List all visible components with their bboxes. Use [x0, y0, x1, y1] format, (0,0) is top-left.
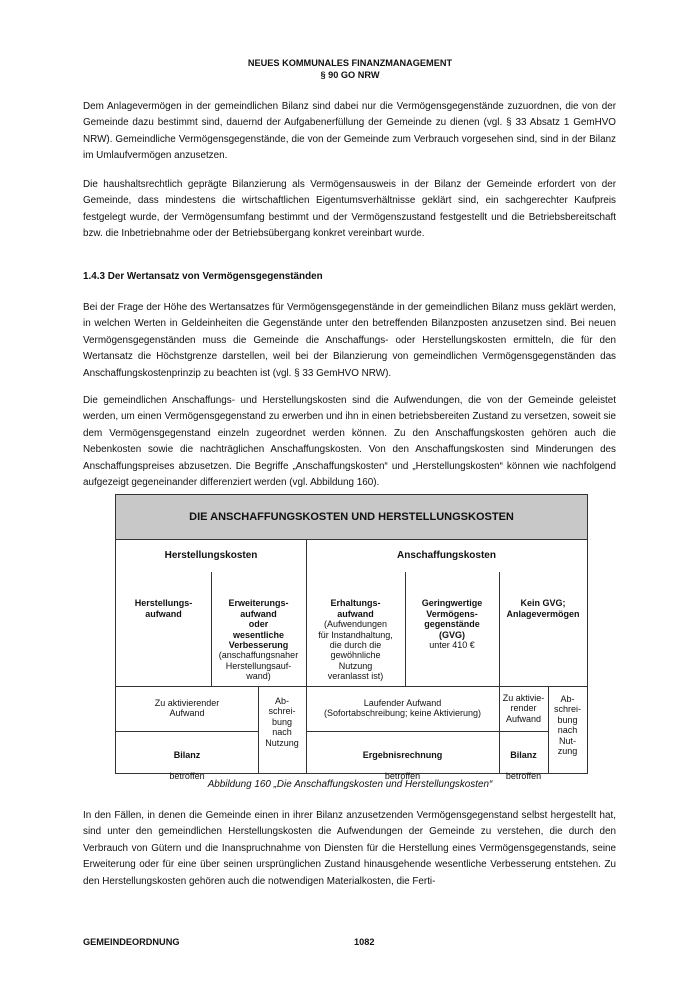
- paragraph-5: In den Fällen, in denen die Gemeinde einen in ihrer Bilanz anzusetzenden Vermögensgegenstand selbst hergestellt hat, sind unter den gemeindlichen Herstellungskosten die Aufwendungen der Gemeinde zu verstehen, die durch den Verbrauch von Gütern und die Inanspruchnahme von Diensten für die Herstellung eines Vermögensgegenstands, seine Erweiterung oder für eine über seinen ursprünglichen Zustand hinausgehende wesentliche Verbesserung entstehen. Zu den Herstellungskosten gehören auch die notwendigen Materialkosten, die Ferti-: [83, 810, 616, 887]
- header-title: NEUES KOMMUNALES FINANZMANAGEMENT: [247, 58, 453, 68]
- ergebnis-note: betroffen: [384, 771, 421, 782]
- zu-aktivierender-aufwand: Zu aktivierender Aufwand: [154, 698, 220, 719]
- section-heading: 1.4.3 Der Wertansatz von Vermögensgegenständen: [83, 271, 323, 282]
- cost-table-figure: [115, 494, 588, 782]
- abschreibung-nach-nutzung-1: Ab- schrei- bung nach Nutzung: [265, 696, 299, 748]
- bilanz-note-1: betroffen: [169, 771, 205, 782]
- col-herstellungsaufwand-title: Herstellungs- aufwand: [134, 598, 193, 619]
- col-erhaltungsaufwand: [306, 588, 405, 682]
- col-erweiterungsaufwand-note: (anschaffungsnaher Herstellungsauf- wand): [218, 650, 299, 682]
- zu-aktivierender-aufwand-2: Zu aktivie- render Aufwand: [502, 693, 545, 724]
- paragraph-4: Die gemeindlichen Anschaffungs- und Herstellungskosten sind die Aufwendungen, die von der Gemeinde geleistet werden, um einen Vermögensgegenstand zu erwerben und ihn in einen betriebsbereiten Zustand zu versetzen, soweit sie dem Vermögensgegenstand einzeln zugeordnet werden können. Zu den Anschaffungskosten gehören auch die Nebenkosten sowie die nachträglichen Anschaffungskosten. Von den Anschaffungskosten sind Minderungen des Anschaffungspreises abzusetzen. Die Begriffe „Anschaffungskosten“ und „Herstellungskosten“ können wie nachfolgend aufgezeigt gegeneinander differenziert werden (vgl. Abbildung 160).: [83, 395, 616, 489]
- footer-title: GEMEINDEORDNUNG: [83, 937, 180, 947]
- table-title: DIE ANSCHAFFUNGSKOSTEN UND HERSTELLUNGSKOSTEN: [116, 495, 587, 539]
- paragraph-1: Dem Anlagevermögen in der gemeindlichen Bilanz sind dabei nur die Vermögensgegenstände zuzuordnen, die von der Gemeinde dazu bestimmt sind, dauernd der Aufgabenerfüllung der Gemeinde zu dienen (vgl. § 33 Absatz 1 GemHVO NRW). Gemeindliche Vermögensgegenstände, die von der Gemeinde zum Verbrauch vorgesehen sind, sind in der Bilanz im Umlaufvermögen anzusetzen.: [83, 101, 616, 162]
- laufender-aufwand: Laufender Aufwand (Sofortabschreibung; keine Aktivierung): [323, 698, 482, 719]
- page-header: [0, 57, 700, 81]
- col-gvg-note: unter 410 €: [429, 640, 475, 651]
- bilanz-note-2: betroffen: [505, 771, 542, 782]
- col-erhaltungsaufwand-note: (Aufwendungen für Instandhaltung, die durch die gewöhnliche Nutzung veranlasst ist): [318, 619, 393, 682]
- col-gvg-title: Geringwertige Vermögens- gegenstände (GVG): [421, 598, 483, 640]
- col-herstellungsaufwand: [116, 588, 211, 619]
- col-erhaltungsaufwand-title: Erhaltungs- aufwand: [330, 598, 381, 619]
- group-anschaffungskosten: Anschaffungskosten: [397, 550, 496, 561]
- bilanz-label-1: Bilanz: [173, 750, 201, 761]
- figure-caption: Abbildung 160 „Die Anschaffungskosten und Herstellungskosten“: [207, 779, 493, 790]
- col-kein-gvg-title: Kein GVG; Anlagevermögen: [506, 598, 580, 619]
- ergebnis-label: Ergebnisrechnung: [362, 750, 443, 761]
- col-erweiterungsaufwand: [211, 588, 306, 682]
- abschreibung-nach-nutzung-2: Ab- schrei- bung nach Nut- zung: [553, 694, 581, 757]
- col-gvg: [405, 588, 499, 650]
- page-number: 1082: [354, 937, 375, 947]
- paragraph-2: Die haushaltsrechtlich geprägte Bilanzierung als Vermögensausweis in der Bilanz der Gemeinde erfordert von der Gemeinde, dass mindestens die wirtschaftlichen Eigentumsverhältnisse geklärt sind, ein sachgerechter Kaufpreis festgelegt wurde, der Vermögensumfang bestimmt und der Vermögenszustand festgestellt und die Betriebsbereitschaft bzw. die Inbetriebnahme oder der Betriebsübergang konkret vereinbart wurde.: [83, 179, 616, 240]
- bilanz-label-2: Bilanz: [510, 750, 537, 761]
- group-herstellungskosten: Herstellungskosten: [164, 550, 258, 561]
- header-subtitle: § 90 GO NRW: [320, 70, 380, 80]
- paragraph-3: Bei der Frage der Höhe des Wertansatzes für Vermögensgegenstände in der gemeindlichen Bilanz muss geklärt werden, in welchen Werten in Geldeinheiten die Gegenstände unter den betreffenden Bilanzposten anzusetzen sind. Bei neuen Vermögensgegenständen muss die Gemeinde die Anschaffungs- oder Herstellungskosten ermitteln, die für den Wertansatz die Höchstgrenze darstellen, weil bei der Bilanzierung von gemeindlichen Vermögensgegenständen das Anschaffungskostenprinzip zu beachten ist (vgl. § 33 GemHVO NRW).: [83, 302, 616, 379]
- col-erweiterungsaufwand-title: Erweiterungs- aufwand oder wesentliche Verbesserung: [228, 598, 289, 651]
- col-kein-gvg: [499, 588, 587, 619]
